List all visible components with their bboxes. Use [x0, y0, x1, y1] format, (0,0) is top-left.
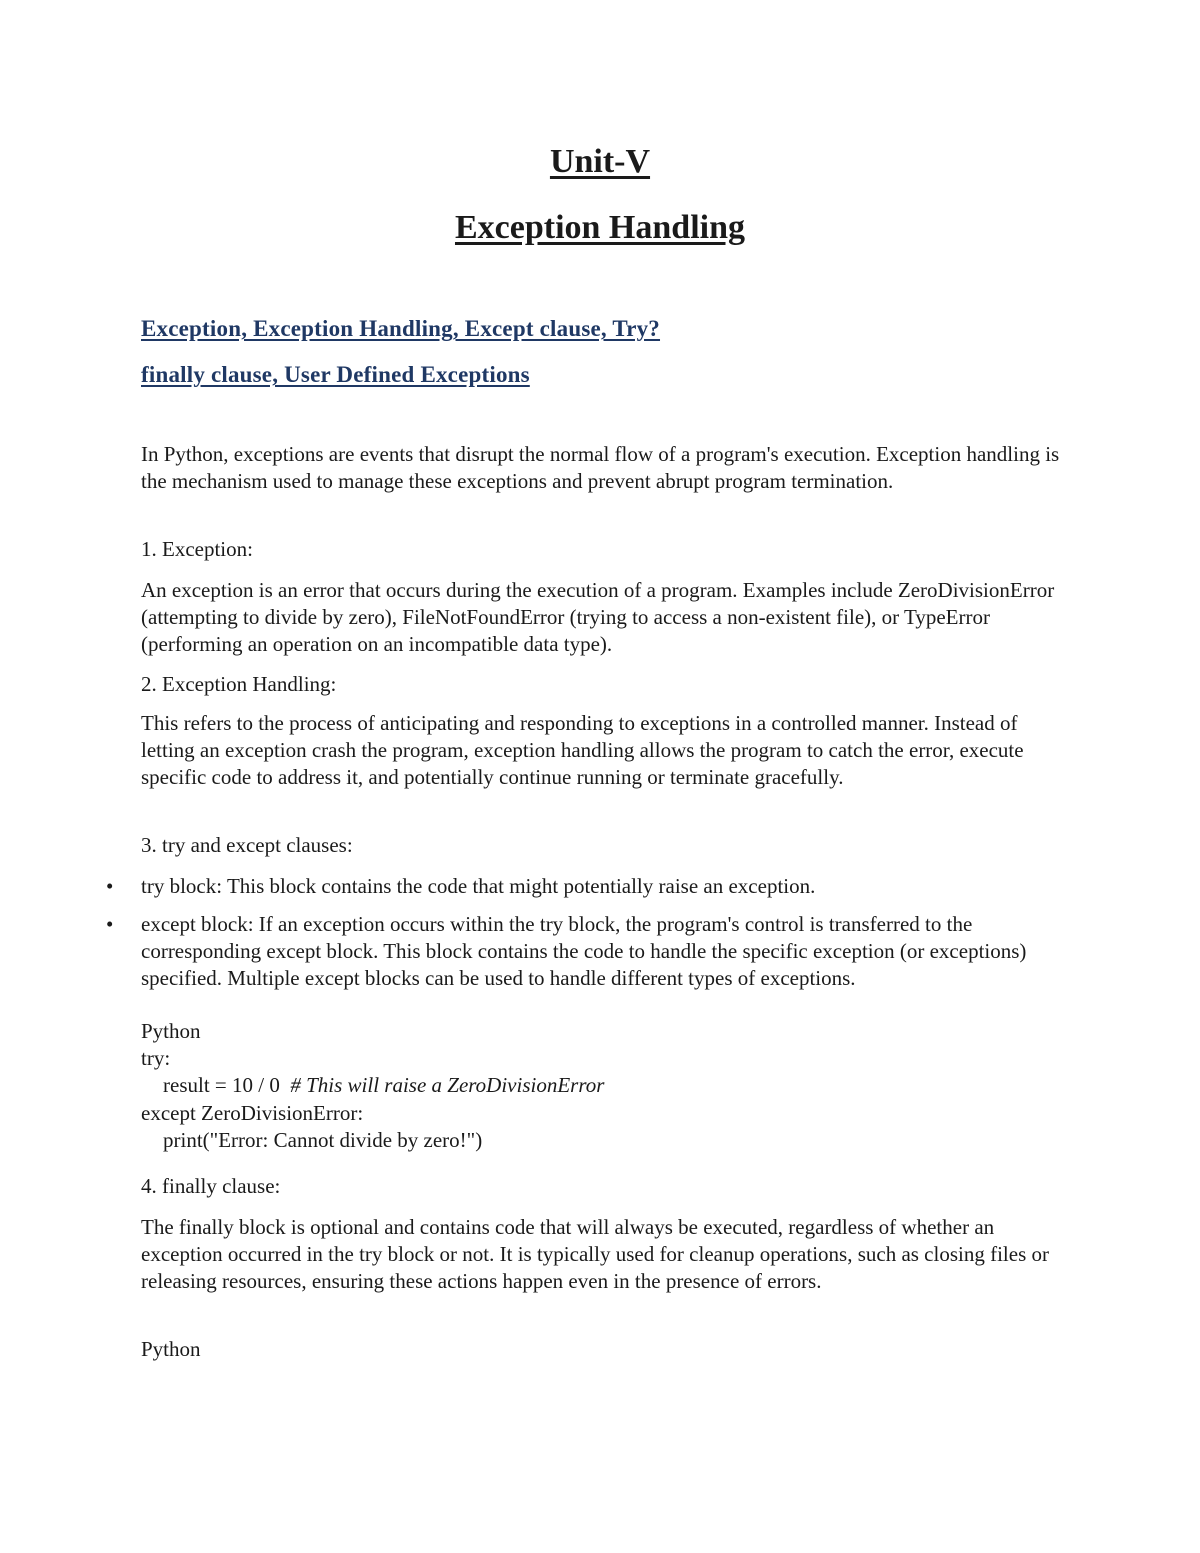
- code-line-print: print("Error: Cannot divide by zero!"): [163, 1127, 483, 1152]
- code-line-result: [141, 1072, 1041, 1099]
- bullet-icon: •: [106, 874, 114, 898]
- topics-heading-line-1: Exception, Exception Handling, Except clause, Try?: [141, 316, 661, 341]
- code-example-try-except: [141, 1018, 1041, 1154]
- page-title: Exception Handling: [454, 209, 745, 246]
- section-text-exception: An exception is an error that occurs during the execution of a program. Examples include ZeroDivisionError (attempting to divide by zero), FileNotFoundError (trying to access a non-existent file), or TypeError (performing an operation on an incompatible data type).: [141, 578, 1055, 657]
- code-line-except: except ZeroDivisionError:: [141, 1100, 364, 1125]
- bullet-except-block: except block: If an exception occurs within the try block, the program's control is transferred to the corresponding except block. This block contains the code to handle the specific exception (or exceptions) specified. Multiple except blocks can be used to handle different types of exceptions.: [141, 912, 1027, 991]
- unit-title: Unit-V: [549, 143, 651, 180]
- section-heading-try-except: 3. try and except clauses:: [141, 833, 353, 857]
- section-text-finally: The finally block is optional and contains code that will always be executed, regardless of whether an exception occurred in the try block or not. It is typically used for cleanup operations, such as closing files or releasing resources, ensuring these actions happen even in the presence of errors.: [141, 1215, 1049, 1294]
- code-comment: # This will raise a ZeroDivisionError: [290, 1073, 605, 1098]
- intro-paragraph: In Python, exceptions are events that disrupt the normal flow of a program's execution. Exception handling is the mechanism used to manage these exceptions and prevent abrupt program termination.: [141, 442, 1060, 494]
- code-language-label-finally: Python: [141, 1337, 201, 1361]
- section-heading-finally: 4. finally clause:: [141, 1174, 281, 1198]
- code-line-try: try:: [141, 1046, 171, 1071]
- bullet-icon: •: [106, 912, 114, 936]
- section-text-exception-handling: This refers to the process of anticipating and responding to exceptions in a controlled manner. Instead of letting an exception crash the program, exception handling allows the program to catch the error, execute specific code to address it, and potentially continue running or terminate gracefully.: [141, 711, 1024, 790]
- code-statement: result = 10 / 0: [163, 1073, 291, 1098]
- code-language-label: Python: [141, 1019, 201, 1043]
- section-heading-exception-handling: 2. Exception Handling:: [141, 672, 337, 696]
- section-heading-exception: 1. Exception:: [141, 537, 253, 561]
- topics-heading-line-2: finally clause, User Defined Exceptions: [141, 362, 530, 387]
- bullet-try-block: try block: This block contains the code that might potentially raise an exception.: [141, 874, 816, 898]
